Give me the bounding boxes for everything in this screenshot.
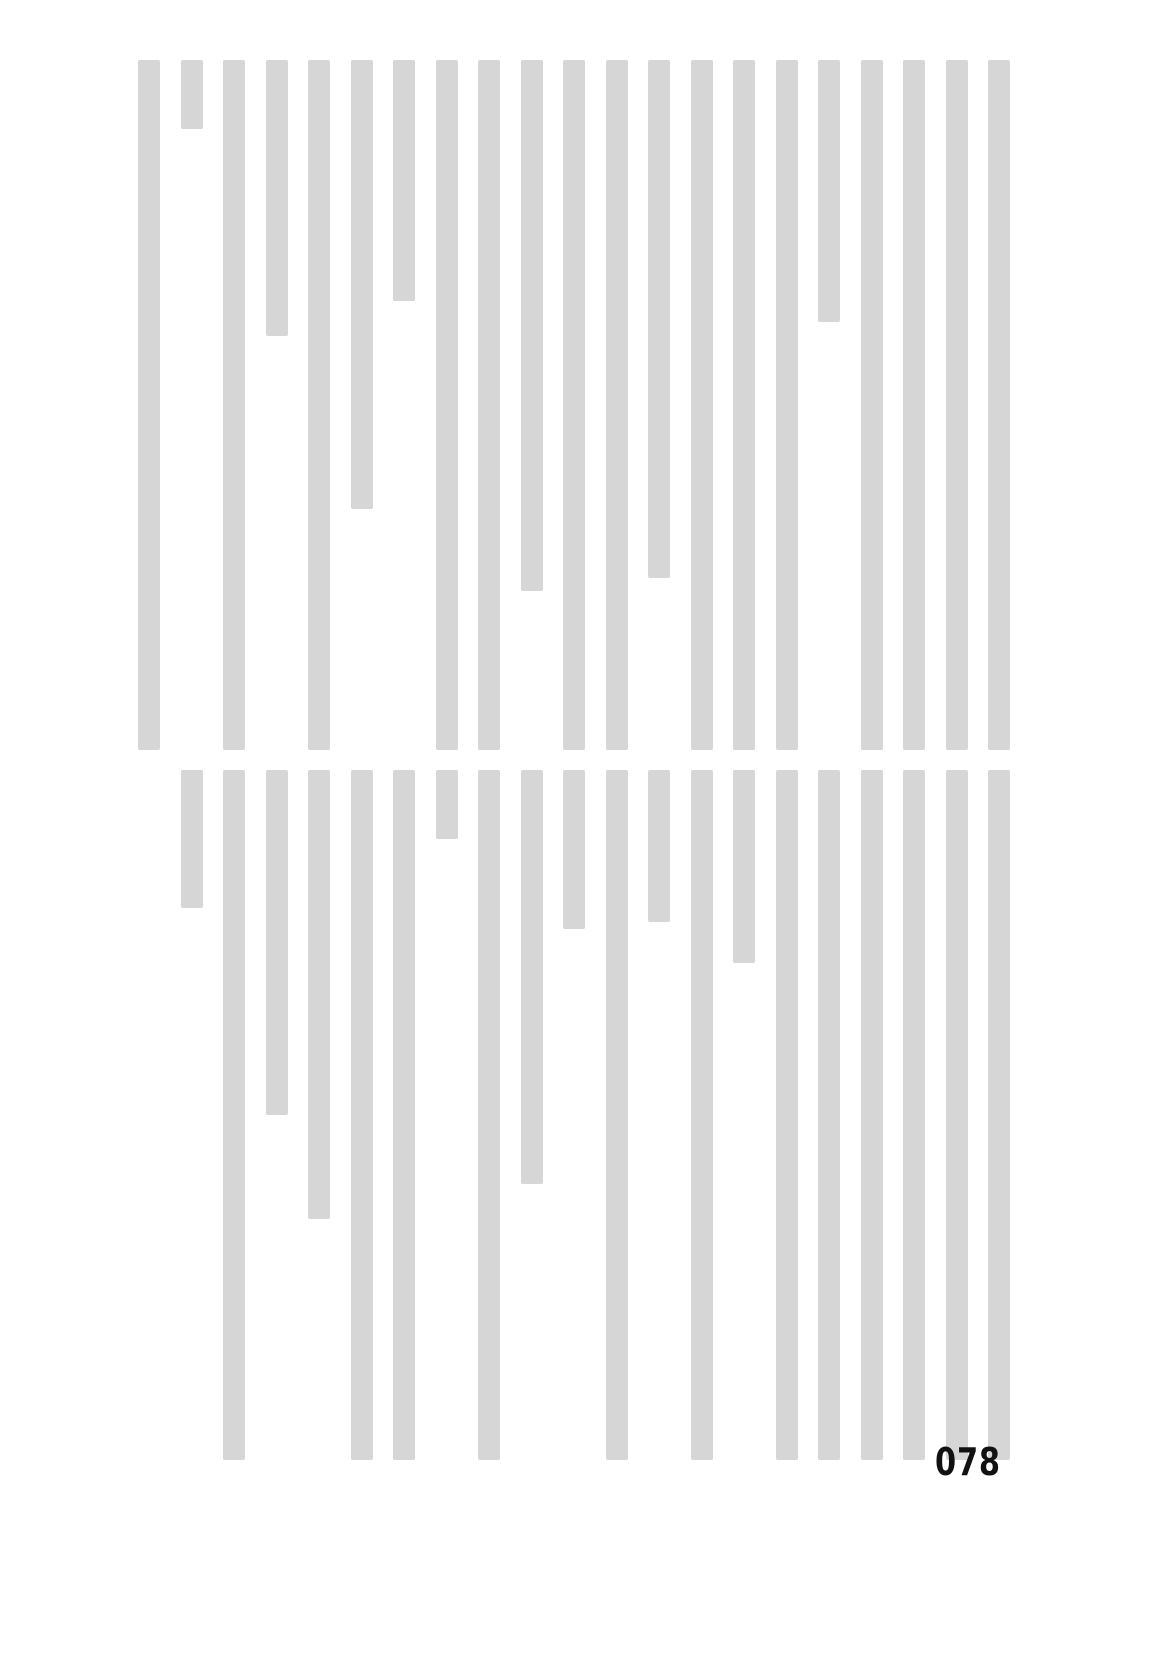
text-column-redacted bbox=[436, 770, 458, 839]
text-column-redacted bbox=[606, 770, 628, 1460]
text-column-redacted bbox=[308, 60, 330, 750]
text-column-redacted bbox=[393, 60, 415, 301]
text-column-redacted bbox=[138, 60, 160, 750]
text-column-redacted bbox=[223, 60, 245, 750]
text-column-redacted bbox=[818, 60, 840, 322]
text-column-redacted bbox=[521, 770, 543, 1184]
text-column-redacted bbox=[308, 770, 330, 1219]
text-column-redacted bbox=[223, 770, 245, 1460]
text-column-redacted bbox=[946, 770, 968, 1460]
text-column-redacted bbox=[691, 60, 713, 750]
text-column-redacted bbox=[521, 60, 543, 591]
text-column-redacted bbox=[478, 60, 500, 750]
text-column-redacted bbox=[776, 770, 798, 1460]
text-column-redacted bbox=[903, 60, 925, 750]
text-column-redacted bbox=[563, 60, 585, 750]
text-column-redacted bbox=[478, 770, 500, 1460]
text-column-redacted bbox=[988, 770, 1010, 1460]
text-column-redacted bbox=[861, 60, 883, 750]
text-column-redacted bbox=[436, 60, 458, 750]
text-column-redacted bbox=[988, 60, 1010, 750]
page-number: 078 bbox=[935, 1440, 1001, 1484]
text-column-redacted bbox=[861, 770, 883, 1460]
text-column-redacted bbox=[733, 770, 755, 963]
text-column-redacted bbox=[733, 60, 755, 750]
text-column-redacted bbox=[648, 60, 670, 578]
text-column-redacted bbox=[181, 770, 203, 908]
text-column-redacted bbox=[818, 770, 840, 1460]
text-column-redacted bbox=[266, 60, 288, 336]
text-column-redacted bbox=[266, 770, 288, 1115]
text-column-redacted bbox=[606, 60, 628, 750]
text-column-redacted bbox=[648, 770, 670, 922]
text-column-redacted bbox=[776, 60, 798, 750]
text-column-redacted bbox=[563, 770, 585, 929]
text-column-redacted bbox=[351, 60, 373, 509]
text-column-redacted bbox=[393, 770, 415, 1460]
text-column-redacted bbox=[181, 60, 203, 129]
text-column-redacted bbox=[946, 60, 968, 750]
text-block-lower bbox=[110, 770, 1010, 1460]
text-block-upper bbox=[110, 60, 1010, 750]
text-column-redacted bbox=[351, 770, 373, 1460]
text-column-redacted bbox=[691, 770, 713, 1460]
text-column-redacted bbox=[903, 770, 925, 1460]
